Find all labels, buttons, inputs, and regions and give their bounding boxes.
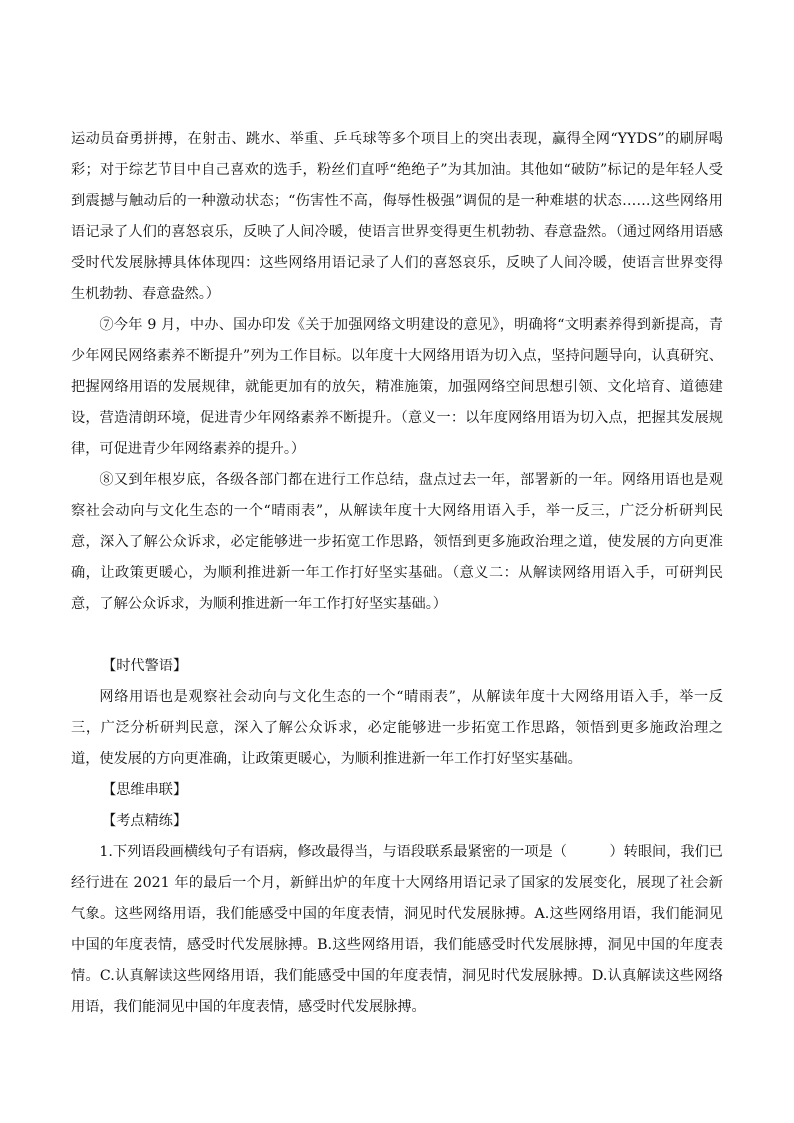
paragraph-era-warning: 网络用语也是观察社会动向与文化生态的一个“晴雨表”，从解读年度十大网络用语入手，举一反三，广泛分析研判民意，深入了解公众诉求，必定能够进一步拓宽工作思路，领悟到更多施政治理之道，使发展的方向更准确，让政策更暖心，为顺利推进新一年工作打好坚实基础。 bbox=[71, 689, 723, 767]
heading-era-warning: 【时代警语】 bbox=[102, 658, 188, 674]
paragraph-athletes-and-slang: 运动员奋勇拼搏，在射击、跳水、举重、乒乓球等多个项目上的突出表现，赢得全网“YYDS”的刷屏喝彩；对于综艺节目中自己喜欢的选手，粉丝们直呼“绝绝子”为其加油。其他如“破防”标记的是年轻人受到震撼与触动后的一种激动状态；“伤害性不高，侮辱性极强”调侃的是一种难堪的状态……这些网络用语记录了人们的喜怒哀乐，反映了人间冷暖，使语言世界变得更生机勃勃、春意盎然。（通过网络用语感受时代发展脉搏具体体现四：这些网络用语记录了人们的喜怒哀乐，反映了人间冷暖，使语言世界变得生机勃勃、春意盎然。） bbox=[71, 131, 723, 302]
heading-thinking-link: 【思维串联】 bbox=[102, 782, 188, 798]
blank-line bbox=[71, 620, 723, 651]
heading-exercise: 【考点精练】 bbox=[102, 813, 188, 829]
paragraph-seven-significance-one: ⑦今年 9 月，中办、国办印发《关于加强网络文明建设的意见》，明确将“文明素养得到新提高，青少年网民网络素养不断提升”列为工作目标。以年度十大网络用语为切入点，坚持问题导向，认真研究、把握网络用语的发展规律，就能更加有的放矢，精准施策，加强网络空间思想引领、文化培育、道德建设，营造清朗环境，促进青少年网络素养不断提升。（意义一：以年度网络用语为切入点，把握其发展规律，可促进青少年网络素养的提升。） bbox=[71, 317, 723, 457]
exercise-question-1: 1.下列语段画横线句子有语病，修改最得当，与语段联系最紧密的一项是（ ）转眼间，我们已经行进在 2021 年的最后一个月，新鲜出炉的年度十大网络用语记录了国家的发展变化，展现了社会新气象。这些网络用语，我们能感受中国的年度表情，洞见时代发展脉搏。A.这些网络用语，我们能洞见中国的年度表情，感受时代发展脉搏。B.这些网络用语，我们能感受时代发展脉搏，洞见中国的年度表情。C.认真解读这些网络用语，我们能感受中国的年度表情，洞见时代发展脉搏。D.认真解读这些网络用语，我们能洞见中国的年度表情，感受时代发展脉搏。 bbox=[71, 844, 723, 1015]
document-body bbox=[71, 124, 723, 1023]
paragraph-eight-significance-two: ⑧又到年根岁底，各级各部门都在进行工作总结，盘点过去一年，部署新的一年。网络用语也是观察社会动向与文化生态的一个“晴雨表”，从解读年度十大网络用语入手，举一反三，广泛分析研判民意，深入了解公众诉求，必定能够进一步拓宽工作思路，领悟到更多施政治理之道，使发展的方向更准确，让政策更暖心，为顺利推进新一年工作打好坚实基础。（意义二：从解读网络用语入手，可研判民意，了解公众诉求，为顺利推进新一年工作打好坚实基础。） bbox=[71, 472, 723, 612]
